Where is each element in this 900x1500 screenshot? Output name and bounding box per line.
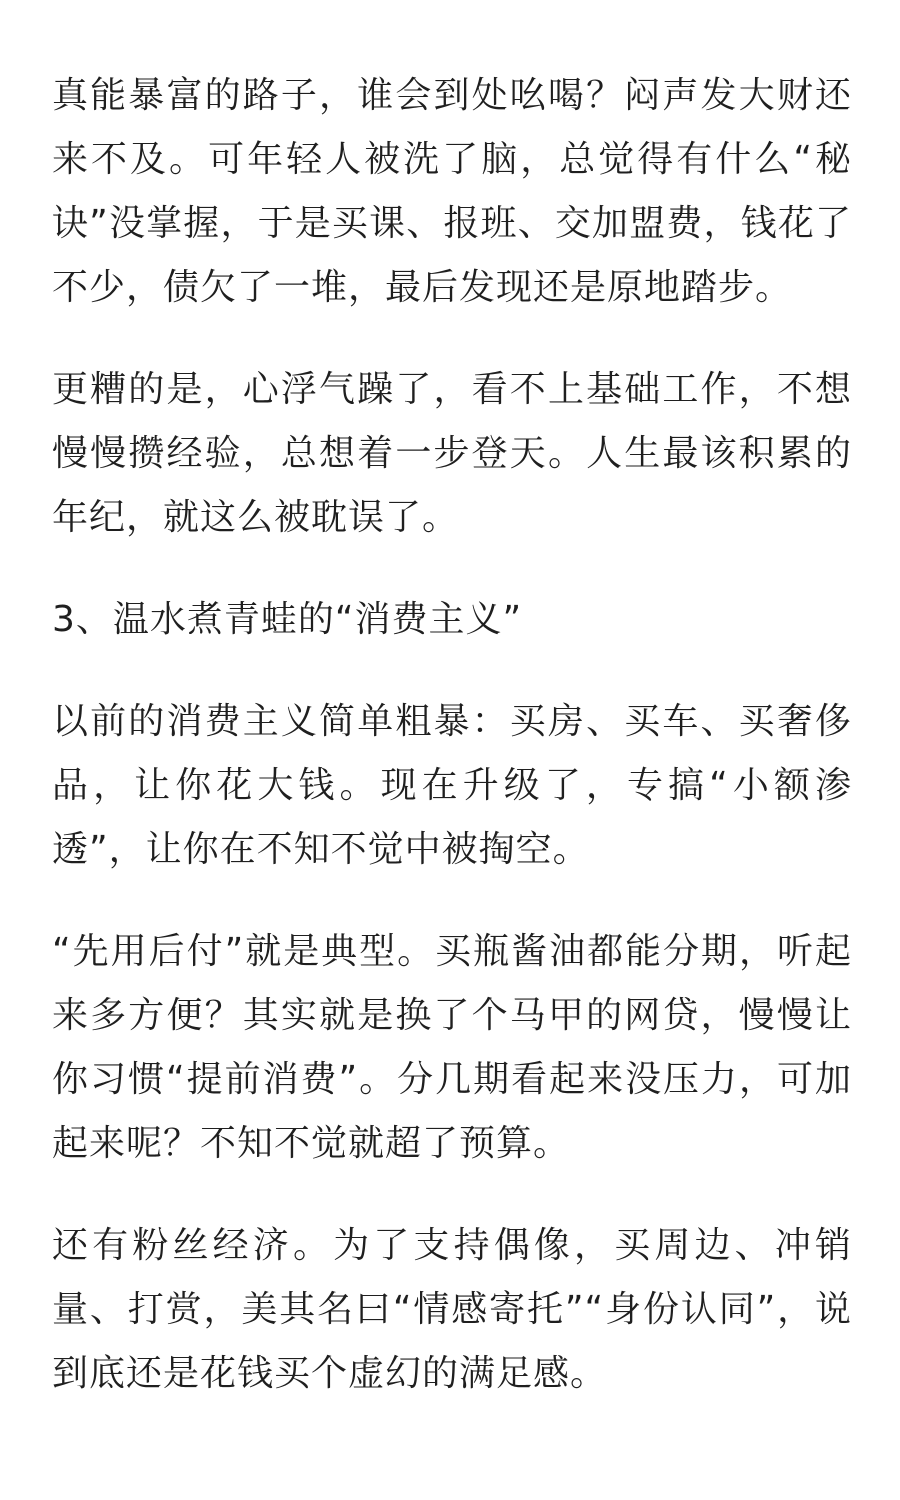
paragraph-buy-now-pay-later: “先用后付”就是典型。买瓶酱油都能分期，听起来多方便？其实就是换了个马甲的网贷，慢慢让你习惯“提前消费”。分几期看起来没压力，可加起来呢？不知不觉就超了预算。 xyxy=(52,931,852,1164)
paragraph-impatience: 更糟的是，心浮气躁了，看不上基础工作，不想慢慢攒经验，总想着一步登天。人生最该积累的年纪，就这么被耽误了。 xyxy=(52,369,852,538)
section-heading-consumerism: 3、温水煮青蛙的“消费主义” xyxy=(52,599,523,640)
article-body xyxy=(52,64,852,1444)
paragraph-consumerism-upgrade: 以前的消费主义简单粗暴：买房、买车、买奢侈品，让你花大钱。现在升级了，专搞“小额渗透”，让你在不知不觉中被掏空。 xyxy=(52,701,852,870)
paragraph-fan-economy: 还有粉丝经济。为了支持偶像，买周边、冲销量、打赏，美其名曰“情感寄托”“身份认同”，说到底还是花钱买个虚幻的满足感。 xyxy=(52,1225,852,1394)
paragraph-get-rich-courses: 真能暴富的路子，谁会到处吆喝？闷声发大财还来不及。可年轻人被洗了脑，总觉得有什么“秘诀”没掌握，于是买课、报班、交加盟费，钱花了不少，债欠了一堆，最后发现还是原地踏步。 xyxy=(52,75,852,308)
